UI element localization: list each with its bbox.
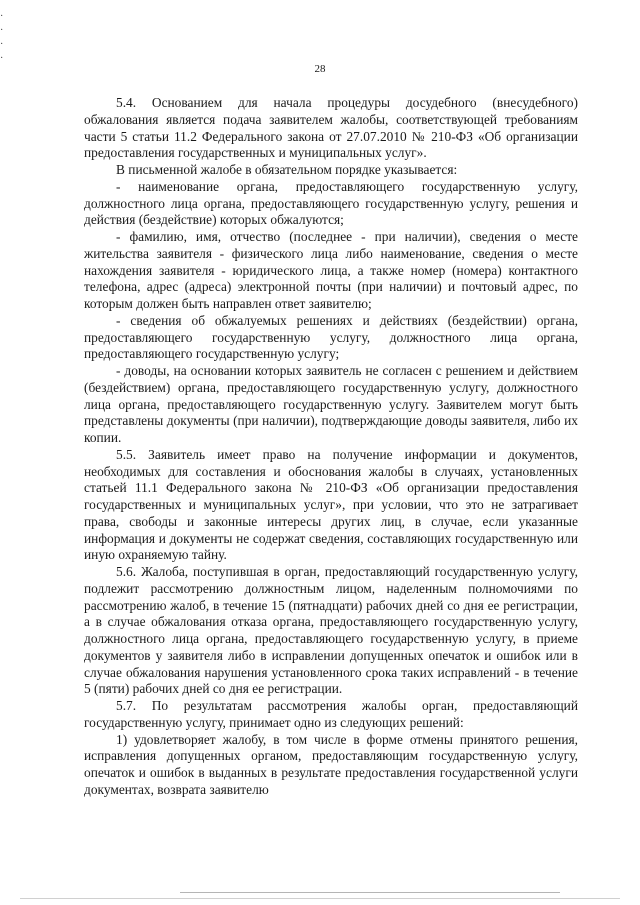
- list-item-applicant-details: - фамилию, имя, отчество (последнее - при наличии), сведения о месте жительства заявителя - физического лица либо наименование, сведения о месте нахождения заявителя - юридического лица, а также номер (номера) контактного телефона, адрес (адреса) электронной почты (при наличии) и почтовый адрес, по которым должен быть направлен ответ заявителю;: [84, 229, 578, 311]
- list-item-appealed-decisions: - сведения об обжалуемых решениях и действиях (бездействии) органа, предоставляющего государственную услугу, должностного лица органа, предоставляющего государственную услугу;: [84, 312, 578, 362]
- list-item-organ-name: - наименование органа, предоставляющего государственную услугу, должностного лица органа, предоставляющего государственную услугу, решения и действия (бездействие) которых обжалуются;: [84, 178, 578, 228]
- paragraph-5-5: 5.5. Заявитель имеет право на получение информации и документов, необходимых для составления и обоснования жалобы в случаях, установленных статьей 11.1 Федерального закона № 210-ФЗ «Об организации предоставления государственных и муниципальных услуг», при условии, что это не затрагивает права, свободы и законные интересы других лиц, в случае, если указанные информация и документы не содержат сведения, составляющих государственную или иную охраняемую тайну.: [84, 446, 578, 563]
- bottom-scan-line: [180, 892, 560, 893]
- list-item-arguments: - доводы, на основании которых заявитель не согласен с решением и действием (бездействием) органа, предоставляющего государственную услугу, должностного лица органа, предоставляющего государственную услугу. Заявителем могут быть представлены документы (при наличии), подтверждающие доводы заявителя, либо их копии.: [84, 363, 578, 445]
- page-number: 28: [314, 63, 326, 75]
- paragraph-5-7: 5.7. По результатам рассмотрения жалобы орган, предоставляющий государственную услугу, принимает одно из следующих решений:: [84, 698, 578, 730]
- bottom-scan-edge: [20, 898, 620, 899]
- document-body: [84, 95, 578, 799]
- paragraph-5-7-item-1: 1) удовлетворяет жалобу, в том числе в форме отмены принятого решения, исправления допущенных органом, предоставляющим государственную услугу, опечаток и ошибок в выданных в результате предоставления государственной услуги документах, возврата заявителю: [84, 731, 578, 797]
- paragraph-complaint-intro: В письменной жалобе в обязательном порядке указывается:: [116, 162, 458, 177]
- paragraph-5-4: 5.4. Основанием для начала процедуры досудебного (внесудебного) обжалования является подача заявителем жалобы, соответствующей требованиям части 5 статьи 11.2 Федерального закона от 27.07.2010 № 210-ФЗ «Об организации предоставления государственных и муниципальных услуг».: [84, 95, 578, 161]
- paragraph-5-6: 5.6. Жалоба, поступившая в орган, предоставляющий государственную услугу, подлежит рассмотрению должностным лицом, наделенным полномочиями по рассмотрению жалоб, в течение 15 (пятнадцати) рабочих дней со дня ее регистрации, а в случае обжалования отказа органа, предоставляющего государственную услугу, должностного лица органа, предоставляющего государственную услугу, в приеме документов у заявителя либо в исправлении допущенных опечаток и ошибок или в случае обжалования нарушения установленного срока таких исправлений - в течение 5 (пяти) рабочих дней со дня ее регистрации.: [84, 564, 578, 697]
- scan-edge-mark: · · · ·: [0, 11, 4, 64]
